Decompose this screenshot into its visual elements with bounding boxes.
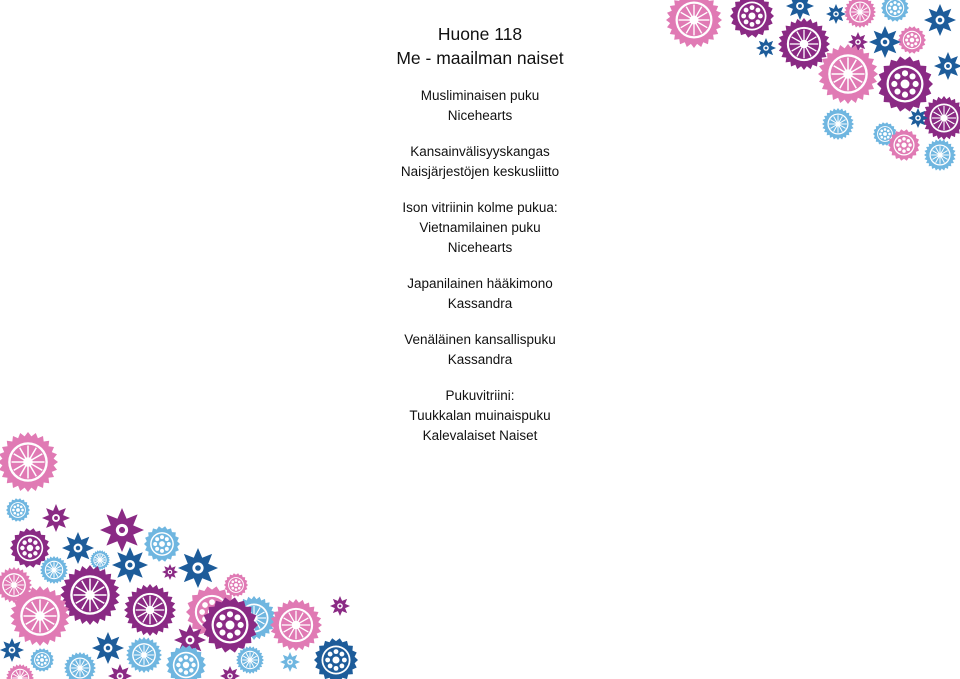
item-line: Kassandra bbox=[447, 352, 513, 367]
exhibit-text bbox=[280, 22, 680, 446]
floral-rosette-icon bbox=[270, 599, 322, 651]
floral-rosette-icon bbox=[869, 26, 901, 58]
floral-rosette-icon bbox=[178, 548, 218, 588]
item-line: Vietnamilainen puku bbox=[419, 220, 541, 235]
item-line: Tuukkalan muinaispuku bbox=[409, 408, 551, 423]
item-line: Musliminaisen puku bbox=[420, 88, 540, 103]
floral-rosette-icon bbox=[90, 550, 110, 570]
item-line: Pukuvitriini: bbox=[445, 388, 515, 403]
floral-rosette-icon bbox=[822, 108, 854, 140]
floral-rosette-icon bbox=[92, 632, 124, 664]
floral-rosette-icon bbox=[144, 526, 180, 561]
floral-rosette-icon bbox=[756, 38, 776, 58]
item-line: Kassandra bbox=[447, 296, 513, 311]
item-line: Japanilainen hääkimono bbox=[407, 276, 553, 291]
floral-rosette-icon bbox=[10, 528, 50, 567]
floral-rosette-icon bbox=[42, 504, 70, 532]
floral-rosette-icon bbox=[126, 637, 162, 673]
item-line: Kansainvälisyyskangas bbox=[410, 144, 550, 159]
floral-rosette-icon bbox=[924, 139, 956, 171]
floral-rosette-icon bbox=[162, 564, 178, 580]
item-block bbox=[280, 386, 680, 446]
floral-rosette-icon bbox=[10, 586, 70, 646]
floral-rosette-icon bbox=[877, 56, 933, 111]
floral-rosette-icon bbox=[108, 664, 132, 679]
item-line: Nicehearts bbox=[447, 108, 513, 123]
floral-rosette-icon bbox=[330, 596, 350, 616]
item-block bbox=[280, 274, 680, 314]
page-subtitle: Me - maailman naiset bbox=[396, 48, 564, 68]
floral-rosette-icon bbox=[898, 26, 926, 54]
floral-rosette-icon bbox=[100, 508, 144, 552]
floral-rosette-icon bbox=[908, 108, 928, 128]
floral-rosette-icon bbox=[64, 652, 96, 679]
item-line: Ison vitriinin kolme pukua: bbox=[402, 200, 558, 215]
floral-rosette-icon bbox=[826, 4, 846, 24]
floral-rosette-icon bbox=[0, 432, 58, 492]
floral-rosette-icon bbox=[786, 0, 814, 20]
item-block bbox=[280, 142, 680, 182]
item-block bbox=[280, 86, 680, 126]
floral-rosette-icon bbox=[40, 556, 68, 584]
item-line: Nicehearts bbox=[447, 240, 513, 255]
item-block bbox=[280, 330, 680, 370]
floral-rosette-icon bbox=[236, 646, 264, 674]
floral-rosette-icon bbox=[112, 547, 148, 583]
floral-rosette-icon bbox=[6, 664, 34, 679]
floral-rosette-icon bbox=[62, 532, 94, 564]
page-title: Huone 118 bbox=[437, 24, 523, 44]
floral-rosette-icon bbox=[124, 584, 176, 636]
floral-rosette-icon bbox=[778, 18, 830, 70]
floral-rosette-icon bbox=[934, 52, 960, 80]
floral-rosette-icon bbox=[220, 666, 240, 679]
item-line: Venäläinen kansallispuku bbox=[404, 332, 556, 347]
floral-rosette-icon bbox=[924, 4, 956, 36]
floral-rosette-icon bbox=[314, 638, 358, 679]
floral-rosette-icon bbox=[224, 573, 248, 597]
floral-rosette-icon bbox=[0, 638, 24, 662]
item-block bbox=[280, 198, 680, 258]
floral-rosette-icon bbox=[844, 0, 876, 28]
floral-rosette-icon bbox=[818, 44, 878, 104]
floral-rosette-icon bbox=[30, 648, 54, 672]
floral-rosette-icon bbox=[881, 0, 909, 22]
floral-rosette-icon bbox=[6, 498, 30, 522]
floral-rosette-icon bbox=[730, 0, 774, 38]
floral-rosette-icon bbox=[280, 652, 300, 672]
item-line: Kalevalaiset Naiset bbox=[422, 428, 538, 443]
item-line: Naisjärjestöjen keskusliitto bbox=[400, 164, 560, 179]
